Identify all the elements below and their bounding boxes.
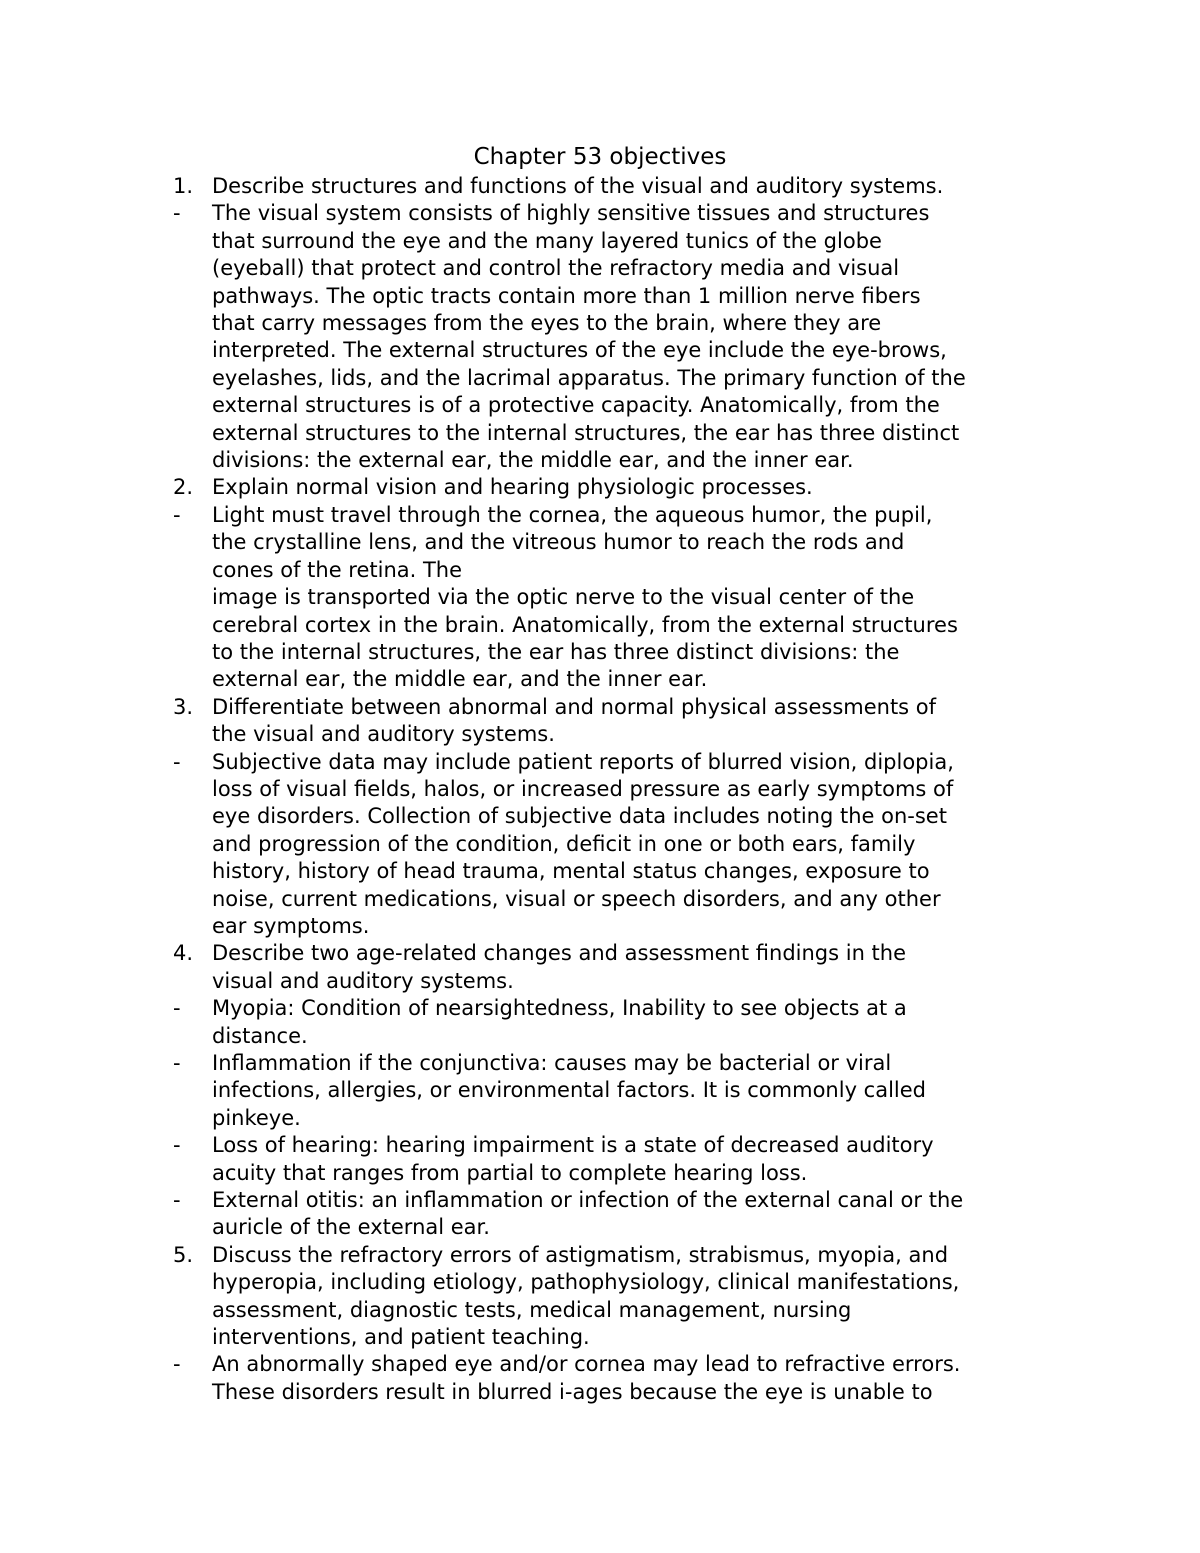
bullet-item xyxy=(173,995,1073,1050)
bullet-marker: - xyxy=(173,1188,181,1213)
item-text xyxy=(212,995,907,1050)
bullet-marker: - xyxy=(173,996,181,1021)
item-text xyxy=(212,1242,959,1352)
item-number: 2. xyxy=(173,475,194,500)
text-line: Inflammation if the conjunctiva: causes may be bacterial or viral xyxy=(212,1051,892,1075)
text-line: eyelashes, lids, and the lacrimal apparatus. The primary function of the xyxy=(212,365,966,390)
text-line: external structures is of a protective capacity. Anatomically, from the xyxy=(212,393,940,418)
numbered-item xyxy=(173,173,1073,200)
text-line: These disorders result in blurred i-ages because the eye is unable to xyxy=(212,1379,933,1404)
item-text xyxy=(212,173,943,200)
bullet-item xyxy=(173,1187,1073,1242)
text-line: Subjective data may include patient reports of blurred vision, diplopia, xyxy=(212,749,954,774)
text-line: Light must travel through the cornea, the aqueous humor, the pupil, xyxy=(212,502,933,527)
text-line: ear symptoms. xyxy=(212,913,370,938)
text-line: cerebral cortex in the brain. Anatomically, from the external structures xyxy=(212,612,958,637)
bullet-marker: - xyxy=(173,1352,181,1377)
bullet-marker: - xyxy=(173,1133,181,1158)
text-line: that surround the eye and the many layered tunics of the globe xyxy=(212,228,882,253)
bullet-item xyxy=(173,1132,1073,1187)
text-line: auricle of the external ear. xyxy=(212,1215,490,1240)
text-line: Differentiate between abnormal and normal physical assessments of xyxy=(212,694,937,719)
text-line: distance. xyxy=(212,1023,308,1048)
objectives-list xyxy=(173,173,1073,1406)
item-text xyxy=(212,749,954,941)
bullet-item xyxy=(173,749,1073,941)
text-line: history, history of head trauma, mental status changes, exposure to xyxy=(212,859,930,884)
item-text xyxy=(212,694,936,749)
text-line: Explain normal vision and hearing physiologic processes. xyxy=(212,475,813,500)
numbered-item xyxy=(173,1242,1073,1352)
item-number: 4. xyxy=(173,941,194,966)
text-line: the visual and auditory systems. xyxy=(212,722,555,747)
item-text xyxy=(212,200,966,474)
text-line: Describe structures and functions of the visual and auditory systems. xyxy=(212,174,944,198)
item-number: 3. xyxy=(173,694,194,719)
text-line: image is transported via the optic nerve to the visual center of the xyxy=(212,585,915,610)
text-line: acuity that ranges from partial to complete hearing loss. xyxy=(212,1160,808,1185)
text-line: An abnormally shaped eye and/or cornea may lead to refractive errors. xyxy=(212,1352,961,1377)
text-line: visual and auditory systems. xyxy=(212,968,514,993)
text-line: the crystalline lens, and the vitreous humor to reach the rods and xyxy=(212,530,905,555)
bullet-marker: - xyxy=(173,1051,181,1075)
text-line: The visual system consists of highly sensitive tissues and structures xyxy=(212,201,930,226)
text-line: External otitis: an inflammation or infection of the external canal or the xyxy=(212,1188,964,1213)
text-line: interventions, and patient teaching. xyxy=(212,1325,590,1350)
text-line: eye disorders. Collection of subjective data includes noting the on-set xyxy=(212,804,947,829)
bullet-item xyxy=(173,200,1073,474)
text-line: infections, allergies, or environmental factors. It is commonly called xyxy=(212,1078,926,1103)
text-line: external ear, the middle ear, and the inner ear. xyxy=(212,667,708,692)
text-line: hyperopia, including etiology, pathophysiology, clinical manifestations, xyxy=(212,1270,960,1295)
bullet-marker: - xyxy=(173,502,181,527)
numbered-item xyxy=(173,474,1073,501)
numbered-item xyxy=(173,940,1073,995)
text-line: interpreted. The external structures of the eye include the eye-brows, xyxy=(212,338,947,363)
item-text xyxy=(212,940,906,995)
page-title: Chapter 53 objectives xyxy=(473,144,727,170)
text-line: pinkeye. xyxy=(212,1105,301,1130)
text-line: to the internal structures, the ear has three distinct divisions: the xyxy=(212,639,900,664)
item-text xyxy=(212,1187,963,1242)
text-line: Discuss the refractory errors of astigmatism, strabismus, myopia, and xyxy=(212,1242,949,1267)
item-text xyxy=(212,1351,960,1406)
text-line: (eyeball) that protect and control the refractory media and visual xyxy=(212,256,900,281)
text-line: noise, current medications, visual or speech disorders, and any other xyxy=(212,886,941,911)
item-number: 5. xyxy=(173,1242,194,1267)
item-number: 1. xyxy=(173,174,194,198)
text-line: assessment, diagnostic tests, medical management, nursing xyxy=(212,1297,852,1322)
bullet-marker: - xyxy=(173,749,181,774)
text-line: that carry messages from the eyes to the brain, where they are xyxy=(212,311,882,336)
bullet-marker: - xyxy=(173,201,181,226)
text-line: divisions: the external ear, the middle ear, and the inner ear. xyxy=(212,448,854,473)
text-line: Myopia: Condition of nearsightedness, Inability to see objects at a xyxy=(212,996,907,1021)
item-text xyxy=(212,474,813,501)
text-line: external structures to the internal structures, the ear has three distinct xyxy=(212,420,960,445)
item-text xyxy=(212,1132,934,1187)
bullet-item xyxy=(173,1351,1073,1406)
item-text xyxy=(212,1050,926,1132)
text-line: Loss of hearing: hearing impairment is a state of decreased auditory xyxy=(212,1133,934,1158)
bullet-item xyxy=(173,502,1073,694)
bullet-item xyxy=(173,1050,1073,1132)
text-line: loss of visual fields, halos, or increased pressure as early symptoms of xyxy=(212,776,954,801)
text-line: cones of the retina. The xyxy=(212,557,463,582)
text-line: pathways. The optic tracts contain more than 1 million nerve fibers xyxy=(212,283,921,308)
numbered-item xyxy=(173,694,1073,749)
text-line: and progression of the condition, deficit in one or both ears, family xyxy=(212,831,916,856)
text-line: Describe two age-related changes and assessment findings in the xyxy=(212,941,907,966)
item-text xyxy=(212,502,958,694)
